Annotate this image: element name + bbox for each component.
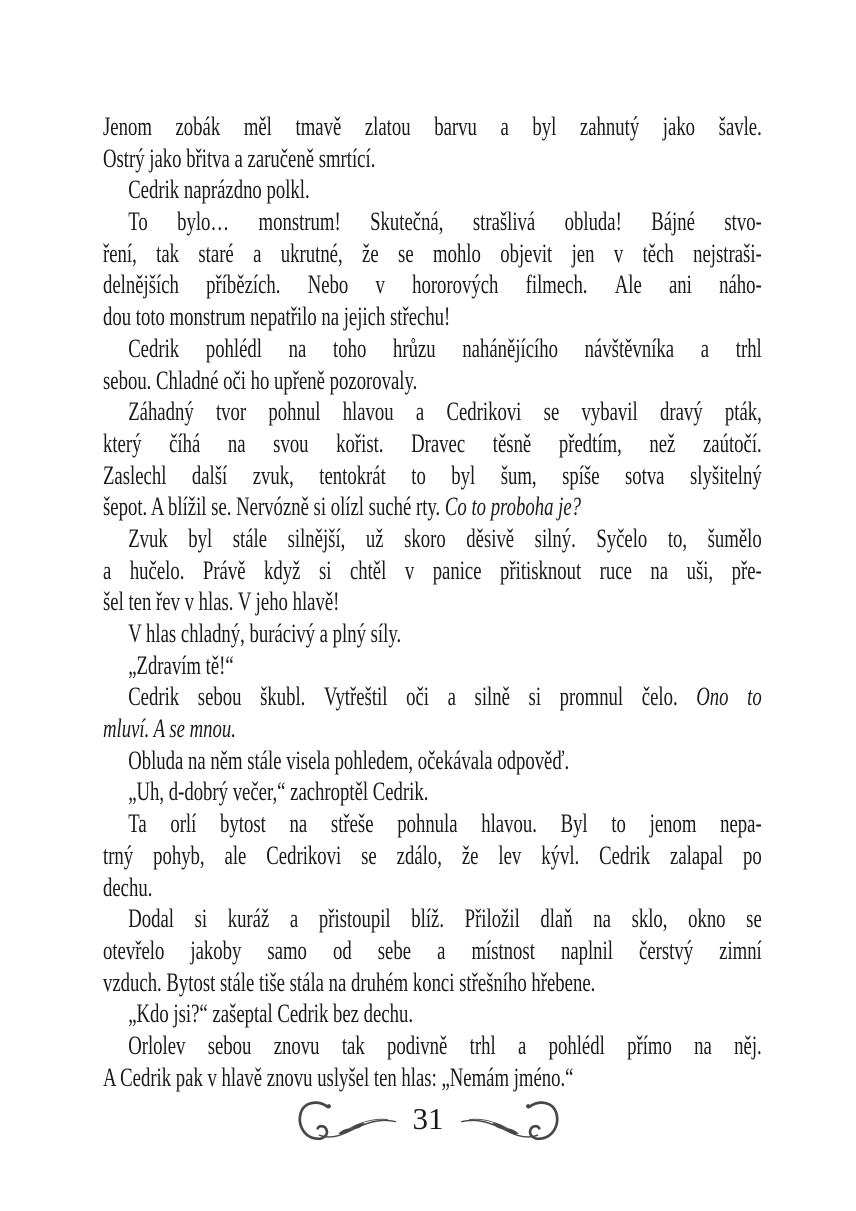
text-run: Vytřeštil — [324, 682, 388, 712]
text-run: to — [411, 460, 426, 490]
text-line — [103, 776, 762, 808]
text-run: pohlédl — [548, 1030, 605, 1060]
text-run: a — [447, 682, 456, 712]
text-line — [103, 111, 762, 143]
text-run: kývl. — [541, 840, 580, 870]
text-run: svou — [273, 428, 309, 458]
text-run: příbězích. — [206, 270, 281, 300]
text-run: otevřelo — [103, 935, 165, 965]
text-run: podivně — [387, 1030, 448, 1060]
text-run: Cedrik — [128, 333, 180, 363]
text-line — [103, 1030, 762, 1062]
text-run: zalapal — [670, 840, 724, 870]
text-run: zimní — [719, 935, 762, 965]
text-run: samo — [267, 935, 307, 965]
text-run: tentokrát — [319, 460, 386, 490]
text-run: jen — [571, 238, 595, 268]
text-run: šepot. A blížil se. Nervózně si olízl suché rty. — [103, 492, 445, 522]
text-line — [103, 808, 762, 840]
text-run: monstrum! — [258, 207, 341, 237]
text-line — [103, 840, 762, 872]
text-run: střeše — [330, 809, 374, 839]
paragraph — [103, 523, 762, 618]
text-run: Ale — [614, 270, 642, 300]
text-run: pták, — [724, 397, 762, 427]
text-run: si — [528, 682, 542, 712]
text-run: Dodal — [128, 904, 174, 934]
text-run: si — [194, 904, 208, 934]
text-run: Ta — [128, 809, 147, 839]
text-run: šumělo — [707, 523, 762, 553]
text-run: strašlivá — [472, 207, 536, 237]
text-run: obluda! — [564, 207, 622, 237]
text-run: na — [289, 809, 308, 839]
text-run: dechu. — [103, 872, 153, 902]
text-run: tvor — [215, 397, 247, 427]
paragraph — [103, 998, 762, 1030]
text-run: lev — [498, 840, 522, 870]
text-run: něj. — [734, 1030, 762, 1060]
text-run: trný — [103, 840, 134, 870]
page-footer — [0, 1096, 856, 1142]
text-line — [103, 206, 762, 238]
text-run: trhl — [469, 1030, 496, 1060]
text-run: barvu — [434, 112, 477, 141]
text-run: blíž. — [411, 904, 445, 934]
text-run: uši, — [686, 555, 714, 585]
text-run: naplnil — [560, 935, 613, 965]
text-run: ruce — [599, 555, 632, 585]
text-line — [103, 650, 762, 682]
text-run: hučelo. — [129, 555, 185, 585]
text-run: náho- — [719, 270, 762, 300]
text-run: zlatou — [364, 112, 411, 141]
text-run: na — [694, 1030, 712, 1060]
text-run: předtím, — [558, 428, 622, 458]
text-run: ukrutné, — [280, 238, 343, 268]
text-run: objevit — [500, 238, 553, 268]
text-run: „Uh, d-dobrý večer,“ zachroptěl Cedrik. — [128, 777, 429, 807]
text-run: pohlédl — [205, 333, 262, 363]
text-line — [103, 269, 762, 301]
text-run: šum, — [500, 460, 537, 490]
text-line — [103, 301, 762, 333]
text-run: na — [650, 555, 669, 585]
text-run: to — [747, 682, 762, 712]
text-line — [103, 460, 762, 492]
text-run: jako — [662, 112, 696, 141]
text-run: než — [649, 428, 676, 458]
text-run: dlaň — [540, 904, 573, 934]
text-line — [103, 523, 762, 555]
text-run: sebe — [377, 935, 412, 965]
text-run: číhá — [169, 428, 201, 458]
text-run: přímo — [627, 1030, 672, 1060]
text-run: jakoby — [190, 935, 242, 965]
text-run: a — [700, 333, 710, 363]
text-run: mohlo — [433, 238, 481, 268]
text-run: chtěl — [349, 555, 387, 585]
text-run: Nebo — [307, 270, 349, 300]
text-line — [103, 1062, 762, 1094]
text-line — [103, 872, 762, 904]
text-run: ření, — [103, 238, 137, 268]
text-run: sotva — [624, 460, 665, 490]
text-run: stvo- — [724, 207, 762, 237]
text-run: tak — [341, 1030, 365, 1060]
text-line — [103, 555, 762, 587]
text-run: „Zdravím tě!“ — [128, 650, 234, 680]
text-run: bytost — [220, 809, 266, 839]
text-line — [103, 396, 762, 428]
text-run: se — [746, 904, 762, 934]
text-run: Ono — [696, 682, 729, 712]
text-run: ale — [224, 840, 247, 870]
text-run: že — [461, 840, 479, 870]
text-run: Byl — [560, 809, 588, 839]
text-run: šavle. — [718, 112, 762, 141]
text-run: hrůzu — [393, 333, 436, 363]
text-run: staré — [198, 238, 234, 268]
text-run: od — [332, 935, 352, 965]
text-run: nepa- — [720, 809, 762, 839]
text-run: hlavou — [342, 397, 394, 427]
text-run: slyšitelný — [689, 460, 762, 490]
text-line — [103, 365, 762, 397]
text-run: a — [415, 397, 425, 427]
text-run: se — [543, 397, 560, 427]
text-run: byl — [188, 523, 213, 553]
text-run: to — [611, 809, 626, 839]
text-run: v — [375, 270, 385, 300]
text-run: nahánějícího — [462, 333, 558, 363]
text-run: Cedrik — [128, 682, 180, 712]
flourish-left-icon — [293, 1096, 397, 1142]
text-run: těch — [642, 238, 674, 268]
text-run: V hlas chladný, burácivý a plný síly. — [128, 619, 402, 648]
text-run: zahnutý — [579, 112, 640, 141]
text-run: a — [289, 904, 299, 934]
text-run: byl — [451, 460, 476, 490]
paragraph — [103, 111, 762, 174]
text-run: trhl — [735, 333, 762, 363]
text-run: hororových — [412, 270, 499, 300]
text-run: v — [404, 555, 415, 585]
text-line — [103, 713, 762, 745]
text-run: Skutečná, — [370, 207, 444, 237]
text-run: Cedrikovi — [446, 397, 522, 427]
text-run: Cedrik naprázdno polkl. — [128, 175, 310, 205]
text-run: Přiložil — [464, 904, 520, 934]
text-run: panice — [432, 555, 482, 585]
text-line — [103, 618, 762, 650]
text-run: a — [500, 112, 509, 141]
paragraph — [103, 681, 762, 744]
page-number: 31 — [412, 1101, 444, 1136]
text-run: ani — [668, 270, 692, 300]
text-line — [103, 681, 762, 713]
text-run: bylo… — [177, 207, 230, 237]
text-run: orlí — [170, 809, 197, 839]
text-line — [103, 333, 762, 365]
text-run: kořist. — [336, 428, 384, 458]
text-run: A Cedrik pak v hlavě znovu uslyšel ten hlas: „Nemám jméno.“ — [103, 1062, 574, 1092]
text-run: a — [103, 555, 112, 585]
text-run: pře- — [731, 555, 762, 585]
text-run: šel ten řev v hlas. V jeho hlavě! — [103, 587, 340, 617]
text-run: Bájné — [651, 207, 695, 237]
text-run: pohnula — [397, 809, 458, 839]
text-run: sklo, — [631, 904, 668, 934]
text-run: vybavil — [581, 397, 638, 427]
text-run: sebou. Chladné oči ho upřeně pozorovaly. — [103, 365, 418, 395]
text-run: a — [253, 238, 262, 268]
text-run: toho — [333, 333, 367, 363]
text-run: další — [191, 460, 228, 490]
text-run: který — [103, 428, 142, 458]
text-run: to, — [667, 523, 688, 553]
text-run: filmech. — [525, 270, 588, 300]
text-run: na — [288, 333, 307, 363]
text-run: a — [437, 935, 446, 965]
text-run: že — [362, 238, 379, 268]
text-line — [103, 998, 762, 1030]
text-run: vzduch. Bytost stále tiše stála na druhém konci střešního hřebene. — [103, 967, 596, 997]
text-run: Syčelo — [596, 523, 648, 553]
text-run: se — [398, 238, 414, 268]
paragraph — [103, 808, 762, 903]
text-run: kuráž — [227, 904, 270, 934]
text-run: delnějších — [103, 270, 179, 300]
text-run: v — [613, 238, 624, 268]
text-run: zobák — [175, 112, 221, 141]
text-line — [103, 428, 762, 460]
text-run: „Kdo jsi?“ zašeptal Cedrik bez dechu. — [128, 999, 414, 1029]
text-run: okno — [688, 904, 726, 934]
text-run: návštěvníka — [584, 333, 675, 363]
text-run: dravý — [659, 397, 703, 427]
text-run: Ostrý jako břitva a zaručeně smrtící. — [103, 143, 376, 173]
text-run: Jenom — [103, 112, 152, 141]
text-run: Dravec — [411, 428, 466, 458]
text-run: To — [128, 207, 148, 237]
text-run: silnější, — [287, 523, 346, 553]
text-run: Právě — [202, 555, 246, 585]
text-run: děsivě — [466, 523, 515, 553]
text-run: těsně — [492, 428, 532, 458]
text-line — [103, 491, 762, 523]
text-run: spíše — [562, 460, 600, 490]
text-run: silný. — [534, 523, 576, 553]
text-line — [103, 967, 762, 999]
text-run: nejstraši- — [693, 238, 762, 268]
text-run: Orlolev — [128, 1030, 186, 1060]
text-run: na — [227, 428, 246, 458]
text-run: zdálo, — [396, 840, 442, 870]
text-run: na — [593, 904, 611, 934]
text-run: Co to proboha je? — [444, 492, 581, 522]
paragraph — [103, 776, 762, 808]
text-run: Zvuk — [128, 523, 168, 553]
text-run: stále — [232, 523, 268, 553]
text-run: Zaslechl — [103, 460, 167, 490]
text-run: skoro — [404, 523, 446, 553]
text-line — [103, 935, 762, 967]
text-run: Záhadný — [128, 397, 194, 427]
text-line — [103, 586, 762, 618]
paragraph — [103, 745, 762, 777]
text-run: po — [743, 840, 762, 870]
text-run: čelo. — [641, 682, 678, 712]
text-run: hlavou. — [481, 809, 537, 839]
text-run: přistoupil — [318, 904, 391, 934]
text-block — [103, 111, 762, 1093]
paragraph — [103, 650, 762, 682]
text-run: měl — [243, 112, 272, 141]
text-run: čerstvý — [639, 935, 694, 965]
text-run: tmavě — [295, 112, 342, 141]
paragraph — [103, 618, 762, 650]
text-line — [103, 903, 762, 935]
text-run: znovu — [273, 1030, 320, 1060]
paragraph — [103, 333, 762, 396]
text-run: pohyb, — [153, 840, 205, 870]
text-run: oči — [406, 682, 429, 712]
text-run: dou toto monstrum nepatřilo na jejich střechu! — [103, 302, 451, 332]
text-run: když — [264, 555, 301, 585]
text-run: zvuk, — [252, 460, 294, 490]
text-run: Cedrikovi — [266, 840, 342, 870]
text-line — [103, 238, 762, 270]
text-run: Obluda na něm stále visela pohledem, očekávala odpověď. — [128, 745, 570, 775]
text-run: sebou — [207, 1030, 252, 1060]
text-run: už — [365, 523, 384, 553]
paragraph — [103, 174, 762, 206]
text-run: tak — [156, 238, 180, 268]
text-run: místnost — [471, 935, 535, 965]
text-line — [103, 143, 762, 175]
text-run: Cedrik — [599, 840, 651, 870]
paragraph — [103, 396, 762, 523]
text-run: a — [517, 1030, 527, 1060]
text-run: silně — [474, 682, 510, 712]
text-run: si — [318, 555, 332, 585]
text-run: promnul — [559, 682, 624, 712]
text-line — [103, 745, 762, 777]
paragraph — [103, 206, 762, 333]
text-run: škubl. — [260, 682, 306, 712]
text-run: jenom — [649, 809, 697, 839]
text-run: přitisknout — [500, 555, 582, 585]
text-run: pohnul — [268, 397, 321, 427]
text-line — [103, 174, 762, 206]
text-run: se — [361, 840, 377, 870]
text-run: zaútočí. — [702, 428, 762, 458]
flourish-right-icon — [460, 1096, 564, 1142]
text-run: mluví. A se mnou. — [103, 714, 236, 744]
paragraph — [103, 1030, 762, 1093]
text-run: byl — [532, 112, 557, 141]
paragraph — [103, 903, 762, 998]
text-run: sebou — [197, 682, 242, 712]
